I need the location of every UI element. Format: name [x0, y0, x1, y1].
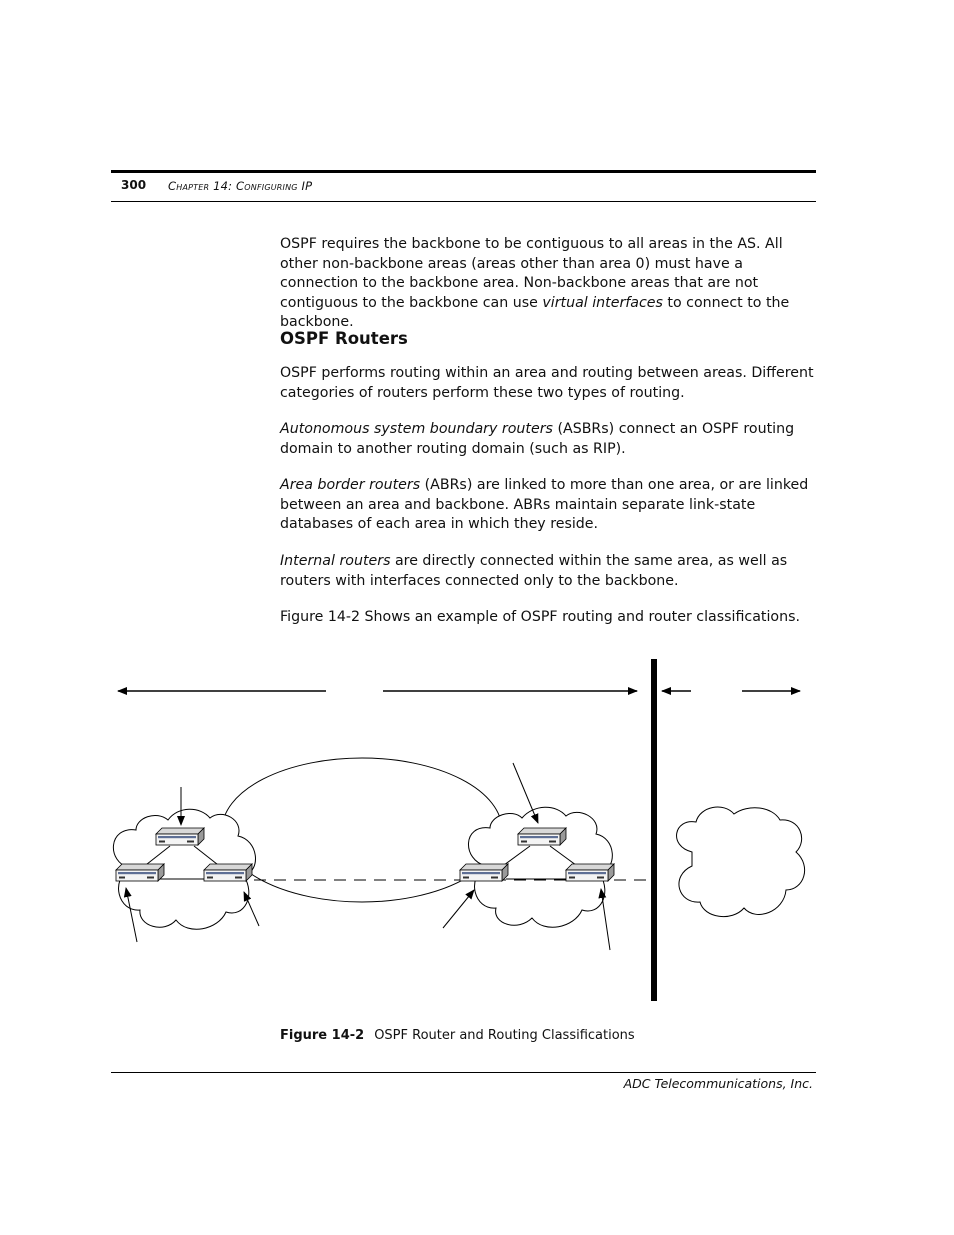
router-asbr-left — [156, 828, 204, 845]
emphasis-virtual-interfaces: virtual interfaces — [542, 294, 663, 311]
paragraph-text: are directly connected within the same area, as well as routers with interfaces connected only to the backbone. — [280, 553, 788, 589]
emphasis-abr: Area border routers — [280, 477, 421, 493]
router-abr-middle — [460, 864, 508, 881]
pointer-arrow — [601, 889, 610, 950]
pointer-arrow — [244, 892, 259, 926]
ospf-diagram — [0, 640, 954, 1020]
pointer-arrow — [443, 890, 474, 928]
header-divider — [111, 201, 816, 202]
paragraph-asbr — [280, 420, 815, 459]
figure-caption — [280, 1028, 635, 1043]
page-number: 300 — [121, 178, 147, 192]
external-cloud — [677, 807, 805, 917]
router-internal-middle — [566, 864, 614, 881]
chapter-title: Chapter 14: Configuring IP — [168, 179, 313, 193]
emphasis-internal: Internal routers — [280, 553, 391, 569]
section-heading: OSPF Routers — [280, 329, 408, 348]
paragraph-figure-ref: Figure 14-2 Shows an example of OSPF routing and router classifications. — [280, 609, 800, 625]
caption-label: Figure 14-2 — [280, 1028, 365, 1043]
router-internal-left — [116, 864, 164, 881]
paragraph-routing: OSPF performs routing within an area and routing between areas. Different categories of routers perform these two types of routing. — [280, 365, 814, 401]
paragraph-text: OSPF requires the backbone to be contiguous to all areas in the AS. All other non-backbone areas (areas other than area 0) must have a connection to the backbone area. Non-backbone areas that are not contiguous to the backbone can use — [280, 236, 783, 311]
emphasis-asbr: Autonomous system boundary routers — [280, 421, 553, 437]
paragraph-abr — [280, 476, 815, 535]
paragraph-backbone — [280, 235, 815, 333]
caption-text: OSPF Router and Routing Classifications — [374, 1028, 635, 1043]
paragraph-text: (ABRs) are linked to more than one area, or are linked between an area and backbone. ABRs maintain separate link-state databases of each area in which they reside. — [280, 477, 809, 532]
router-asbr-middle — [518, 828, 566, 845]
paragraph-internal — [280, 552, 815, 591]
footer-company: ADC Telecommunications, Inc. — [623, 1076, 813, 1091]
footer-rule — [111, 1072, 816, 1073]
paragraph-text: (ASBRs) connect an OSPF routing domain to another routing domain (such as RIP). — [280, 421, 795, 457]
paragraph-text-tail: to connect to the backbone. — [280, 294, 790, 330]
router-abr-left — [204, 864, 252, 881]
header-rule — [111, 170, 816, 173]
